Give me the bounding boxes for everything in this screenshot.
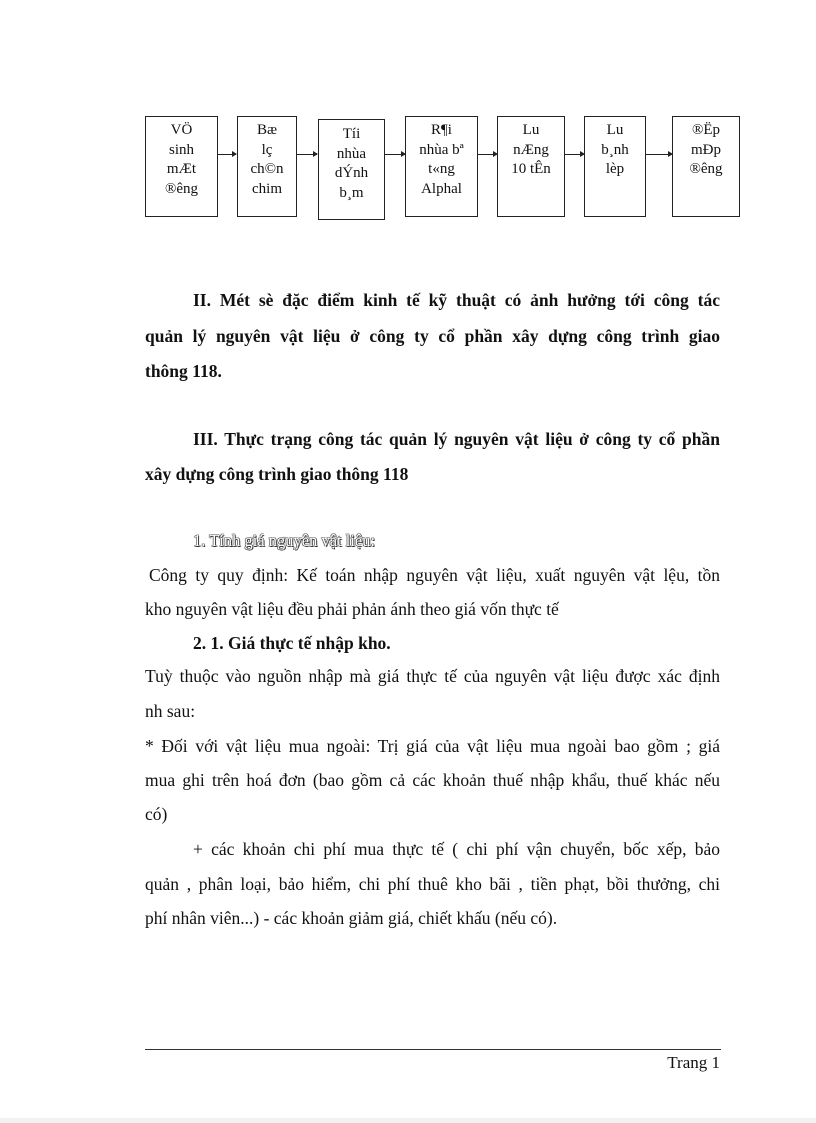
paragraph-2-line2: nh sau:: [145, 701, 196, 721]
section-3-heading-line2: xây dựng công trình giao thông 118: [145, 464, 409, 484]
flow-arrow: [478, 154, 497, 155]
flow-step-1: [145, 116, 218, 217]
flow-step-6-line: lèp: [605, 161, 625, 177]
flow-step-2-line: Bæ: [256, 122, 277, 138]
flow-step-7-line: ®Ëp: [691, 122, 721, 138]
flow-step-2: [237, 116, 297, 217]
flow-step-1-line: ®êng: [164, 180, 199, 197]
flow-step-3-line: dÝnh: [334, 165, 369, 181]
flow-step-3: [318, 119, 385, 220]
flow-step-4-line: Alphal: [421, 180, 462, 197]
flow-step-2-line: chim: [252, 180, 282, 197]
flow-step-5-line: 10 tÊn: [511, 161, 551, 177]
flow-step-7-line: ®êng: [689, 161, 723, 177]
flow-arrow: [218, 154, 236, 155]
flow-step-7-line: mÐp: [691, 141, 721, 158]
flow-arrow: [646, 154, 672, 155]
flow-step-1-line: sinh: [168, 141, 194, 158]
flow-step-4: [405, 116, 478, 217]
section-3-heading-line1: III. Thực trạng công tác quản lý nguyên vật liệu ở công ty cổ phần: [193, 429, 720, 449]
paragraph-4-line1: + các khoản chi phí mua thực tế ( chi phí vận chuyển, bốc xếp, bảo: [193, 839, 720, 859]
flow-step-5: [497, 116, 565, 217]
flow-step-1-line: VÖ: [170, 122, 193, 138]
flow-step-3-line: nhùa: [336, 145, 367, 162]
paragraph-3-line1: * Đối với vật liệu mua ngoài: Trị giá của vật liệu mua ngoài bao gồm ; giá: [145, 736, 720, 756]
flow-step-7: [672, 116, 740, 217]
subsection-1-title: 1. Tính giá nguyên vật liệu:: [193, 531, 376, 550]
section-2-heading-line2: quản lý nguyên vật liệu ở công ty cổ phần xây dựng công trình giao: [145, 326, 720, 346]
flow-step-6-line: b¸nh: [601, 141, 629, 158]
flow-arrow: [297, 154, 317, 155]
flow-step-6-line: Lu: [606, 122, 624, 138]
paragraph-2-line1: Tuỳ thuộc vào nguồn nhập mà giá thực tế của nguyên vật liệu được xác định: [145, 666, 720, 686]
flow-step-5-line: Lu: [522, 122, 540, 138]
flow-arrow: [565, 154, 584, 155]
paragraph-3-line3: có): [145, 804, 168, 824]
flow-step-4-line: t«ng: [428, 161, 455, 177]
paragraph-4-line3: phí nhân viên...) - các khoản giảm giá, chiết khấu (nếu có).: [145, 908, 558, 928]
flow-step-1-line: mÆt: [166, 161, 197, 177]
paragraph-4-line2: quản , phân loại, bảo hiểm, chi phí thuê kho bãi , tiền phạt, bồi thưởng, chi: [145, 874, 720, 894]
page-bottom-edge: [0, 1118, 816, 1123]
flow-step-2-line: ch©n: [250, 161, 284, 177]
flow-step-2-line: lç: [261, 141, 273, 158]
section-2-heading-line1: II. Mét sè đặc điểm kinh tế kỹ thuật có ảnh hưởng tới công tác: [193, 290, 720, 310]
footer-divider: [145, 1049, 721, 1050]
process-flow-diagram: [0, 0, 816, 240]
paragraph-1-line2: kho nguyên vật liệu đều phải phản ánh theo giá vốn thực tế: [145, 599, 559, 619]
flow-step-4-line: nhùa bª: [419, 141, 464, 158]
paragraph-1-line1: Công ty quy định: Kế toán nhập nguyên vật liệu, xuất nguyên vật lệu, tồn: [149, 565, 720, 585]
paragraph-3-line2: mua ghi trên hoá đơn (bao gồm cả các khoản thuế nhập khẩu, thuế khác nếu: [145, 770, 720, 790]
flow-step-3-line: b¸m: [339, 184, 364, 201]
section-2-heading-line3: thông 118.: [145, 361, 222, 381]
flow-arrow: [385, 154, 405, 155]
flow-step-5-line: nÆng: [513, 141, 549, 158]
flow-step-4-line: R¶i: [431, 122, 452, 138]
flow-step-3-line: Tíi: [342, 126, 361, 142]
flow-step-6: [584, 116, 646, 217]
subsection-2-title: 2. 1. Giá thực tế nhập kho.: [193, 633, 391, 653]
page-number: Trang 1: [667, 1053, 720, 1072]
